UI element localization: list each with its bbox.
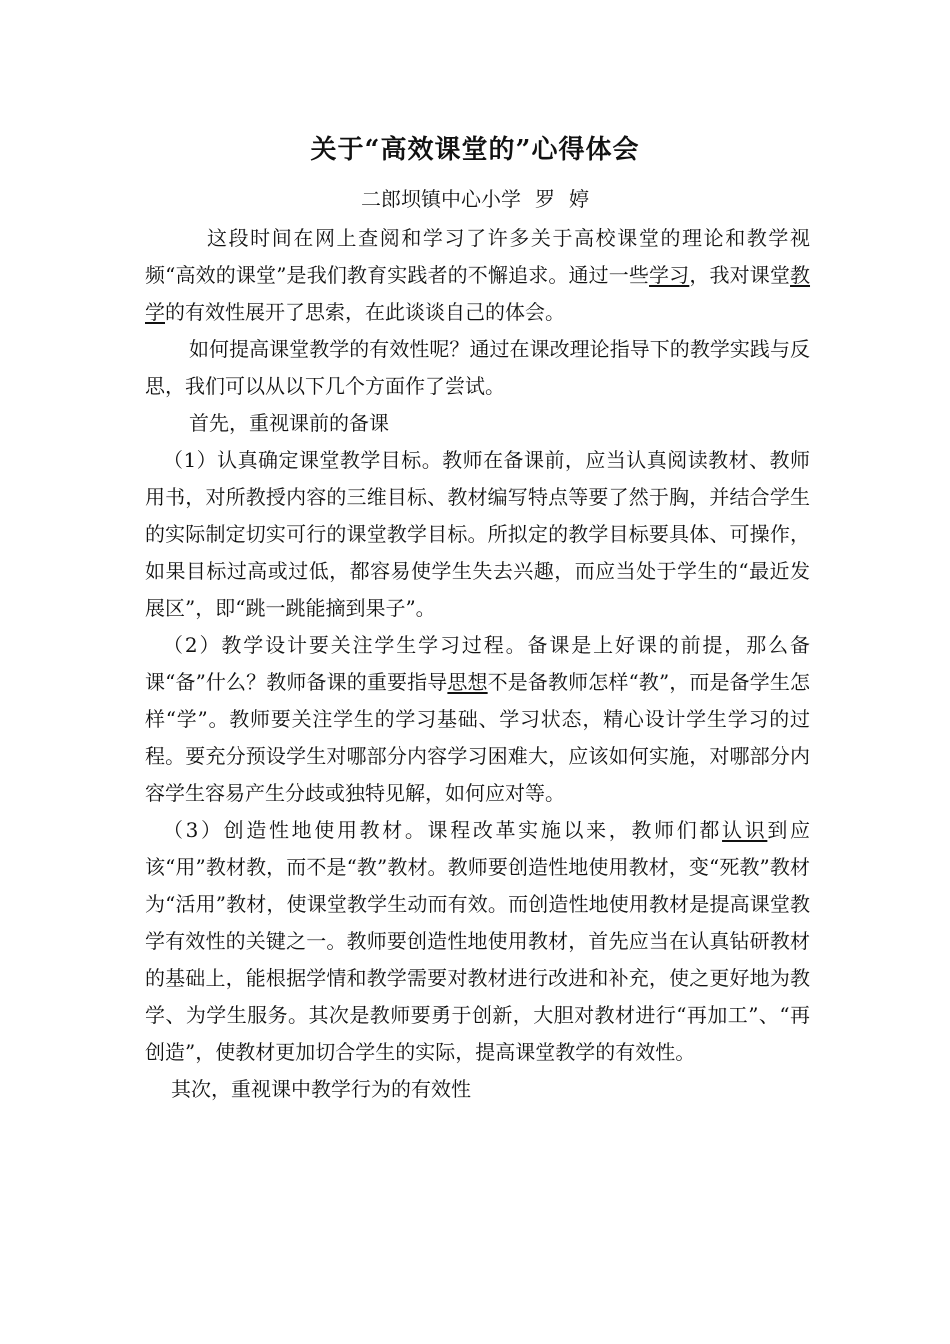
- paragraph-item-2: [145, 627, 810, 812]
- paragraph-item-3-text-a: （3）创造性地使用教材。课程改革实施以来，教师们都: [163, 818, 723, 842]
- author-school: 二郎坝镇中心小学: [361, 187, 521, 211]
- author-name-part2: 婷: [569, 187, 589, 211]
- paragraph-item-3: [145, 812, 810, 1071]
- paragraph-item-2-text-b: 不是备教师怎样“教”，而是备学生怎样“学”。教师要关注学生的学习基础、学习状态，精心设计学生学习的过程。要充分预设学生对哪部分内容学习困难大，应该如何实施，对哪部分内容学生容易产生分歧或独特见解，如何应对等。: [145, 670, 811, 805]
- author-name-part1: 罗: [535, 187, 555, 211]
- heading-second: 其次，重视课中教学行为的有效性: [171, 1077, 471, 1101]
- author-line: [0, 183, 950, 215]
- document-title: 关于“高效课堂的”心得体会: [310, 135, 640, 165]
- paragraph-intro-text-c: 的有效性展开了思索，在此谈谈自己的体会。: [165, 300, 565, 324]
- underlined-word-teaching: 教学: [145, 263, 811, 324]
- underlined-word-recognize: 认识: [722, 818, 768, 842]
- paragraph-question: 如何提高课堂教学的有效性呢？通过在课改理论指导下的教学实践与反思，我们可以从以下几个方面作了尝试。: [145, 337, 810, 398]
- paragraph-intro: [145, 220, 810, 331]
- document-body: [145, 220, 810, 1108]
- paragraph-item-1: （1）认真确定课堂教学目标。教师在备课前，应当认真阅读教材、教师用书，对所教授内容的三维目标、教材编写特点等要了然于胸，并结合学生的实际制定切实可行的课堂教学目标。所拟定的教学目标要具体、可操作，如果目标过高或过低，都容易使学生失去兴趣，而应当处于学生的“最近发展区”，即“跳一跳能摘到果子”。: [145, 448, 810, 620]
- paragraph-item-3-text-b: 到应该“用”教材教，而不是“教”教材。教师要创造性地使用教材，变“死教”教材为“活用”教材，使课堂教学生动而有效。而创造性地使用教材是提高课堂教学有效性的关键之一。教师要创造性地使用教材，首先应当在认真钻研教材的基础上，能根据学情和教学需要对教材进行改进和补充，使之更好地为教学、为学生服务。其次是教师要勇于创新，大胆对教材进行“再加工”、“再创造”，使教材更加切合学生的实际，提高课堂教学的有效性。: [145, 818, 811, 1064]
- underlined-word-thought: 思想: [447, 670, 488, 694]
- heading-first: 首先，重视课前的备课: [189, 411, 389, 435]
- paragraph-intro-text-a: 这段时间在网上查阅和学习了许多关于高校课堂的理论和教学视频“高效的课堂”是我们教育实践者的不懈追求。通过一些: [145, 226, 810, 287]
- underlined-word-study: 学习: [649, 263, 690, 287]
- paragraph-item-2-text-a: （2）教学设计要关注学生学习过程。备课是上好课的前提，那么备课“备”什么？教师备课的重要指导: [145, 633, 810, 694]
- paragraph-intro-text-b: ，我对课堂: [689, 263, 791, 287]
